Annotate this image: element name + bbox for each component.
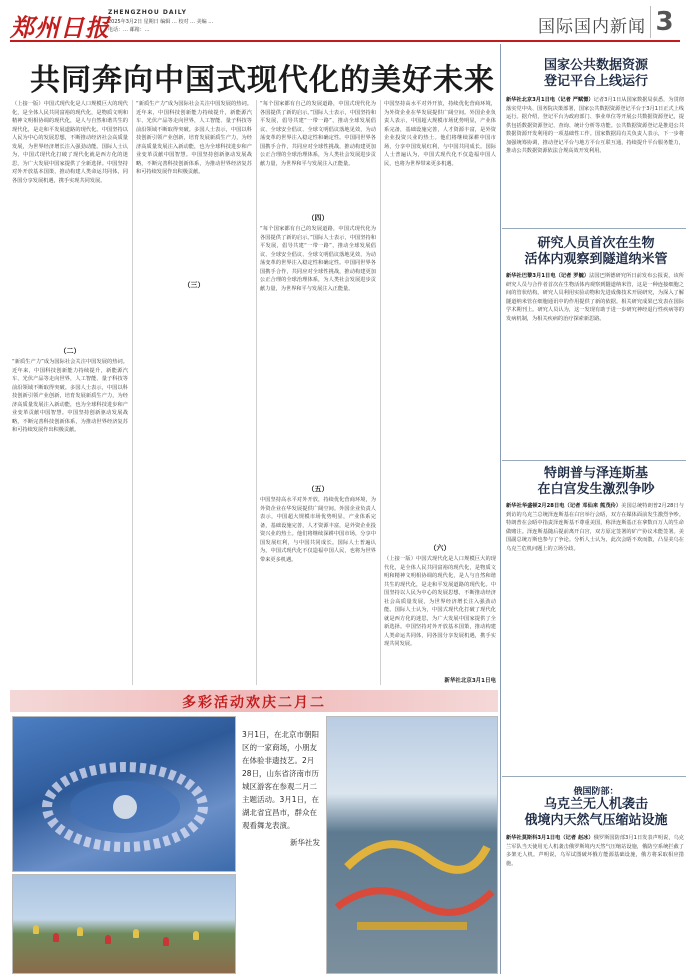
column-divider: [380, 100, 381, 685]
article-body-data-platform: [506, 96, 684, 224]
title-line: 研究人员首次在生物: [537, 236, 655, 251]
article-column-1a: （上接一版）中国式现代化是人口规模巨大的现代化，是全体人民共同富裕的现代化，是物质文明和精神文明相协调的现代化，是人与自然和谐共生的现代化，是走和平发展道路的现代化。中国坚持以人民为中心的发展思想，不断推动经济社会高质量发展，为世界经济增长注入强劲动能。国际人士认为，中国式现代化打破了现代化就是西方化的迷思，为广大发展中国家提供了全新选择。中国坚持对外开放基本国策，推动构建人类命运共同体，同各国分享发展机遇，携手实现共同发展。: [12, 101, 128, 184]
article-body-white-house: [506, 502, 684, 770]
section-heading-2: （二）: [59, 347, 81, 355]
caption-text: 3月1日，在北京市朝阳区的一家商场，小朋友在体验非遗技艺。2月28日，山东省济南市历城区游客在参观二月二主题活动。3月1日，在湖北省宜昌市，群众在观看舞龙表演。: [242, 730, 320, 830]
masthead: [10, 6, 680, 42]
photo-credit: 新华社发: [290, 838, 320, 847]
newspaper-english-name: ZHENGZHOU DAILY: [108, 9, 187, 16]
photo-dragon-boat-river: [326, 716, 498, 974]
article-text: 法国巴斯德研究所日前发布公报说，该所研究人员与合作者首次在生物活体内观察到隧道纳米管，这是一种连接细胞之间的管状结构。研究人员利用实验动物和先进成像技术开展研究，为深入了解隧道纳米管在细胞通讯中的作用提供了新的依据。相关研究成果已发表在国际学术期刊上。研究人员认为，这一发现有助于进一步研究神经退行性疾病等的发病机制，为相关疾病的治疗探索新思路。: [506, 273, 684, 322]
article-separator: [502, 776, 686, 777]
performer-figure: [77, 927, 83, 936]
section-heading-3: （三）: [136, 280, 252, 290]
performer-figure: [33, 925, 39, 934]
article-text: 俄罗斯国防部3月1日发表声明说，乌克兰军队当天使用无人机袭击俄罗斯境内天然气压缩站设施，俄防空系统拦截了多架无人机。声明说，乌军试图破坏俄方能源基础设施，俄方将采取相应措施。: [506, 835, 684, 867]
page-number: 3: [650, 6, 678, 38]
title-line: 活体内观察到隧道纳米管: [524, 252, 668, 267]
article-text: 美国总统特朗普2月28日与到访的乌克兰总统泽连斯基在白宫举行会晤，双方在媒体面前发生激烈争吵。特朗普在会晤中指责泽连斯基不尊重美国，称泽连斯基正在拿数百万人的生命做赌注。泽连斯基随后提前离开白宫，双方原定签署的矿产协议未能签署。美国副总统万斯也参与了争论。分析人士认为，此次会晤不欢而散，凸显美乌在乌克兰危机问题上的立场分歧。: [506, 503, 684, 552]
article-body-nanotubes: [506, 272, 684, 454]
photo-caption: [240, 726, 322, 976]
article-column-4a: 中国坚持高水平对外开放，持续优化营商环境，为外资企业在华发展提供广阔空间。外国企业负责人表示，中国超大规模市场优势明显，产业体系完备，基础设施完善，人才资源丰富，是外资企业投资兴业的热土。他们将继续深耕中国市场，分享中国发展红利，与中国共同成长。国际人士普遍认为，中国式现代化不仅造福中国人民，也将为世界带来更多机遇。: [384, 101, 496, 167]
article-column-3c: 中国坚持高水平对外开放，持续优化营商环境，为外资企业在华发展提供广阔空间。外国企业负责人表示，中国超大规模市场优势明显，产业体系完备，基础设施完善，人才资源丰富，是外资企业投资兴业的热土。他们将继续深耕中国市场，分享中国发展红利，与中国共同成长。国际人士普遍认为，中国式现代化不仅造福中国人民，也将为世界带来更多机遇。: [260, 497, 376, 563]
issue-info: 2025年3月2日 星期日 编辑 … 校对 … 美编 …: [108, 19, 214, 25]
title-line: 俄境内天然气压缩站设施: [524, 813, 668, 828]
article-body-gas-station: [506, 834, 684, 972]
performer-figure: [53, 933, 59, 942]
article-title-white-house: [508, 466, 684, 498]
column-divider: [256, 100, 257, 685]
title-line: 国家公共数据资源: [543, 58, 648, 73]
article-kicker: 俄国防部：: [573, 787, 619, 797]
article-title-gas-station: [508, 797, 684, 829]
title-line: 在白宫发生激烈争吵: [537, 482, 655, 497]
photo-crafts-drawing: [13, 717, 236, 872]
section-title: 国际国内新闻: [538, 17, 646, 37]
article-column-1b: “新质生产力”成为国际社会关注中国发展的热词。近年来，中国科技创新能力持续提升，新能源汽车、光伏产品等走向世界，人工智能、量子科技等前沿领域不断取得突破。多国人士表示，中国以科技创新引领产业创新，培育发展新质生产力，为经济高质量发展注入新动能，也为全球科技进步和产业变革贡献中国智慧。中国坚持创新驱动发展战略，不断完善科技创新体系，为推动世界经济复苏和可持续发展作出积极贡献。: [12, 359, 128, 433]
section-heading-5: （五）: [307, 485, 329, 493]
photo-feature-banner: [10, 690, 498, 712]
article-title-nanotubes: [508, 236, 684, 268]
photo-dragon-dance-crowd: [12, 874, 236, 974]
contact-info: 电话：… 邮箱：…: [108, 27, 150, 33]
title-line: 特朗普与泽连斯基: [543, 466, 648, 481]
photo-feature-title: 多彩活动欢庆二月二: [182, 695, 326, 711]
performer-figure: [105, 935, 111, 944]
title-line: 乌克兰无人机袭击: [543, 797, 648, 812]
performer-figure: [133, 929, 139, 938]
article-column-2: “新质生产力”成为国际社会关注中国发展的热词。近年来，中国科技创新能力持续提升，新能源汽车、光伏产品等走向世界，人工智能、量子科技等前沿领域不断取得突破。多国人士表示，中国以科技创新引领产业创新，培育发展新质生产力，为经济高质量发展注入新动能，也为全球科技进步和产业变革贡献中国智慧。中国坚持创新驱动发展战略，不断完善科技创新体系，为推动世界经济复苏和可持续发展作出积极贡献。: [136, 101, 252, 175]
section-heading-4: （四）: [307, 214, 329, 222]
article-column-3b: “每个国家都有自己的发展道路，中国式现代化为各国提供了新的启示。”国际人士表示，中国坚持和平发展，倡导共建“一带一路”，推动全球发展倡议、全球安全倡议、全球文明倡议落地见效，为动荡变革的世界注入稳定性和确定性。中国同世界各国携手合作，共同应对全球性挑战，推动构建更加公正合理的全球治理体系，为人类社会发展进步贡献力量，为世界和平与发展注入正能量。: [260, 226, 376, 292]
newspaper-logo: 郑州日报: [10, 13, 110, 42]
photo-children-crafts: [12, 716, 236, 872]
photo-dragon-boat-drawing: [327, 717, 498, 974]
dateline: 新华社巴黎3月1日电（记者 罗毓）: [506, 273, 590, 279]
dateline: 新华社华盛顿2月28日电（记者 邓仙来 熊茂伶）: [506, 503, 622, 509]
article-column-4b: （上接一版）中国式现代化是人口规模巨大的现代化，是全体人民共同富裕的现代化，是物质文明和精神文明相协调的现代化，是人与自然和谐共生的现代化，是走和平发展道路的现代化。中国坚持以人民为中心的发展思想，不断推动经济社会高质量发展，为世界经济增长注入强劲动能。国际人士认为，中国式现代化打破了现代化就是西方化的迷思，为广大发展中国家提供了全新选择。中国坚持对外开放基本国策，推动构建人类命运共同体，同各国分享发展机遇，携手实现共同发展。: [384, 556, 496, 647]
column-divider: [132, 100, 133, 685]
article-text: 记者3月1日从国家数据局获悉，为贯彻落实党中央、国务院决策部署，国家公共数据资源登记平台于3月1日正式上线运行。据介绍，登记平台为政府部门、事业单位等开展公共数据资源登记，提供包括数据资源登记、查询、统计分析等功能。公共数据资源登记是推进公共数据资源开发利用的一项基础性工作。国家数据局有关负责人表示，下一步将加强统筹协调，推动登记平台与地方平台互联互通，持续提升平台服务能力，推动公共数据资源依法合规高效开发利用。: [506, 97, 684, 154]
article-separator: [502, 460, 686, 461]
main-headline: 共同奔向中国式现代化的美好未来: [30, 63, 495, 98]
article-byline: 新华社北京3月1日电: [444, 678, 496, 684]
dateline: 新华社莫斯科3月1日电（记者 赵冰）: [506, 835, 594, 841]
article-separator: [502, 228, 686, 229]
performer-figure: [193, 931, 199, 940]
article-title-data-platform: [508, 58, 684, 90]
title-line: 登记平台上线运行: [543, 74, 648, 89]
right-column-divider: [500, 44, 501, 974]
section-heading-6: （六）: [429, 544, 451, 552]
article-column-3a: “每个国家都有自己的发展道路，中国式现代化为各国提供了新的启示。”国际人士表示，中国坚持和平发展，倡导共建“一带一路”，推动全球发展倡议、全球安全倡议、全球文明倡议落地见效，为动荡变革的世界注入稳定性和确定性。中国同世界各国携手合作，共同应对全球性挑战，推动构建更加公正合理的全球治理体系，为人类社会发展进步贡献力量，为世界和平与发展注入正能量。: [260, 101, 376, 167]
performer-figure: [163, 937, 169, 946]
dateline: 新华社北京3月1日电（记者 严赋憬）: [506, 97, 594, 103]
